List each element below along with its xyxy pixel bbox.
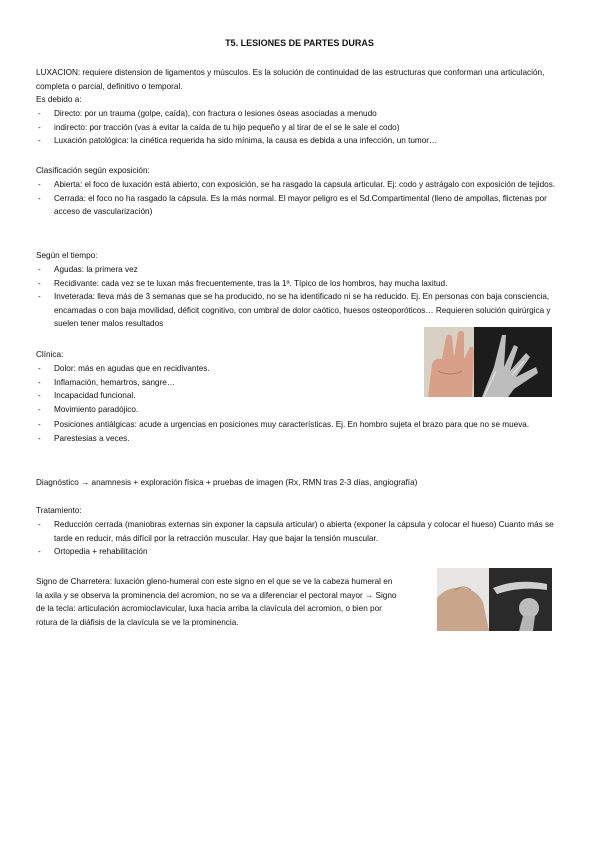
page-title: T5. LESIONES DE PARTES DURAS (225, 38, 374, 48)
charretera-text: Signo de Charretera: luxación gleno-humeral con este signo en el que se ve la cabeza humeral en la axila y se observa la prominencia del acromion, no se va a diferenciar el pectoral mayor → Signo de la tecla: articulación acromioclavicular, luxa hacia arriba la clavícula del acromion, o bien por rotura de la diáfisis de la clavícula se ve la prominencia. (36, 577, 397, 627)
tratamiento-list (36, 518, 556, 559)
tiempo-heading: Según el tiempo: (36, 251, 98, 260)
list-item: - Abierta: el foco de luxación está abierto, con exposición, se ha rasgado la capsula articular. Ej: codo y astrágalo con exposición de tejidos. (36, 178, 556, 192)
clinica-list (36, 362, 408, 416)
list-item: - Ortopedia + rehabilitación (36, 545, 556, 559)
tratamiento-heading: Tratamiento: (36, 506, 82, 515)
hand-luxation-illustration (424, 327, 552, 397)
list-item: - indirecto: por tracción (vas a evitar la caída de tu hijo pequeño y al tirar de el se le sale el codo) (36, 121, 556, 135)
list-item: - Cerrada: el foco no ha rasgado la cápsula. Es la más normal. El mayor peligro es el Sd.Compartimental (lleno de ampollas, flictenas por acceso de vascularización) (36, 192, 556, 219)
list-item: - Luxación patológica: la cinética requerida ha sido mínima, la causa es debida a una infección, un tumor… (36, 134, 556, 148)
list-item: - Posiciones antiálgicas: acude a urgencias en posiciones muy características. Ej. En hombro sujeta el brazo para que no se mueva. (36, 418, 556, 432)
list-item: - Reducción cerrada (maniobras externas sin exponer la capsula articular) o abierta (exponer la cápsula y colocar el hueso) Cuanto más se tarde en reducir, más difícil por la retracción muscular. Hay que bajar la tensión muscular. (36, 518, 556, 545)
list-item: - Parestesias a veces. (36, 432, 556, 446)
shoulder-luxation-illustration (437, 568, 552, 631)
list-item: - Directo: por un trauma (golpe, caída), con fractura o lesiones óseas asociadas a menudo (36, 107, 556, 121)
clinica-heading: Clínica: (36, 350, 64, 359)
debido-heading: Es debido a: (36, 95, 82, 104)
causas-list (36, 107, 556, 148)
list-item: - Incapacidad funcional. (36, 389, 408, 403)
list-item: - Inveterada: lleva más de 3 semanas que se ha producido, no se ha identificado ni se ha reducido. Ej. En personas con baja consciencia, encamadas o con baja movilidad, déficit cognitivo, con umbral de dolor caótico, huesos osteoporóticos… Requieren solución quirúrgica y suelen tener malos resultados (36, 290, 556, 331)
exposicion-heading: Clasificación según exposición: (36, 166, 150, 175)
list-item: - Inflamación, hemartros, sangre… (36, 376, 408, 390)
list-item: - Recidivante: cada vez se te luxan más frecuentemente, tras la 1ª. Típico de los hombros, hay mucha laxitud. (36, 277, 556, 291)
list-item: - Movimiento paradójico. (36, 403, 408, 417)
luxacion-intro: LUXACION: requiere distension de ligamentos y músculos. Es la solución de continuidad de las estructuras que conforman una articulación, completa o parcial, definitivo o temporal. (36, 68, 545, 91)
list-item: - Agudas: la primera vez (36, 263, 556, 277)
list-item: - Dolor: más en agudas que en recidivantes. (36, 362, 408, 376)
clinica-list-continued (36, 418, 556, 445)
tiempo-list (36, 263, 556, 331)
diagnostico-text: Diagnóstico → anamnesis + exploración física + pruebas de imagen (Rx, RMN tras 2-3 días, angiografía) (36, 478, 418, 487)
exposicion-list (36, 178, 556, 219)
hand-luxation-image (424, 327, 552, 397)
shoulder-luxation-image (437, 568, 552, 631)
